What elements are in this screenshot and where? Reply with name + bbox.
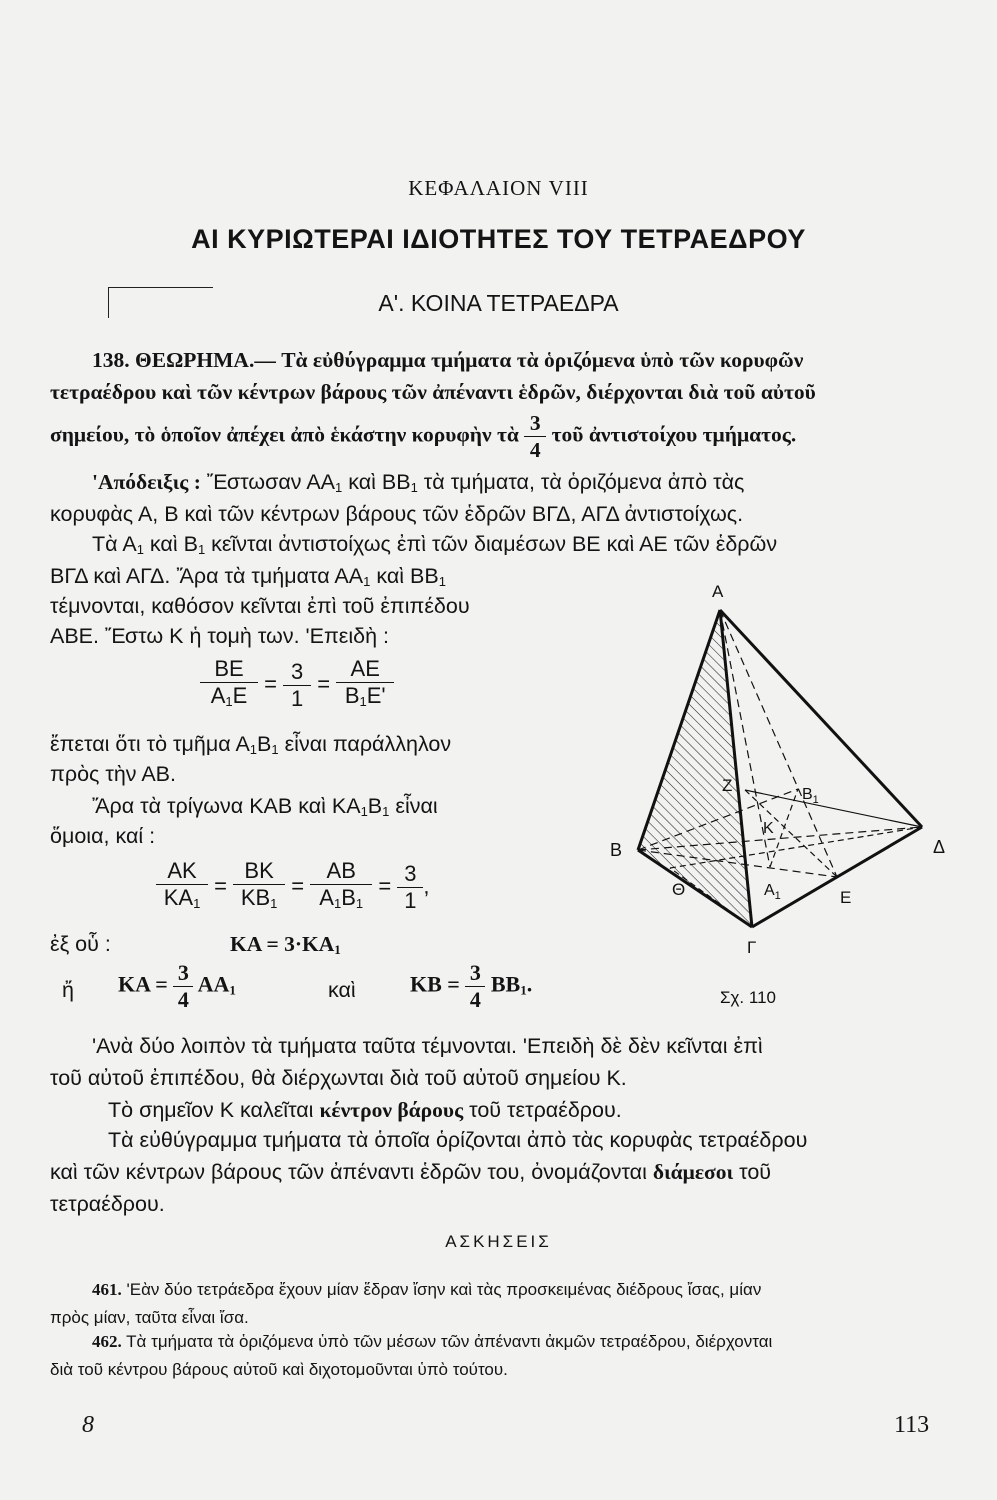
subscript: 1: [355, 896, 364, 911]
or-label: ἤ: [62, 978, 74, 1002]
fraction-numerator: ΒΚ: [244, 858, 274, 883]
exercise-number: 461.: [92, 1280, 122, 1299]
fraction-numerator: 3: [529, 411, 541, 435]
subscript: 1: [193, 896, 201, 911]
fraction-denominator: 4: [465, 986, 485, 1013]
fraction-numerator: ΒΕ: [214, 656, 244, 681]
proof-text: ΒΓΔ καὶ ΑΓΔ. Ἄρα τὰ τμήματα ΑΑ: [50, 564, 364, 588]
fraction-denominator: [310, 884, 372, 917]
equation-text: ΚΒ =: [410, 971, 460, 997]
proof-para-7-line3: τετραέδρου.: [50, 1192, 165, 1216]
ka-three-quarters: [118, 960, 236, 1013]
proof-para-3-cont: πρὸς τὴν ΑΒ.: [50, 762, 176, 786]
den-text: ΚΒ: [240, 885, 271, 910]
segment-ZE: [745, 790, 837, 877]
proof-para-7-line2: [50, 1156, 940, 1189]
label-K: Κ: [763, 820, 774, 837]
term-medians: διάμεσοι: [652, 1160, 734, 1184]
period: .: [526, 971, 533, 997]
subscript: 1: [363, 574, 371, 589]
exercise-text: 'Εὰν δύο τετράεδρα ἔχουν μίαν ἕδραν ἴσην καὶ τὰς προσκειμένας διέδρους ἴσας, μίαν: [126, 1280, 762, 1299]
subscript: 1: [520, 982, 527, 998]
subscript: 1: [225, 694, 233, 709]
figure-caption: Σχ. 110: [720, 988, 776, 1007]
exercise-461-cont: πρὸς μίαν, ταῦτα εἶναι ἴσα.: [50, 1308, 249, 1327]
equals-sign: =: [214, 873, 227, 899]
equals-sign: =: [317, 671, 331, 697]
theorem-line-1: [92, 344, 932, 377]
signature-number: 8: [82, 1412, 94, 1438]
subscript: 1: [270, 896, 278, 911]
fraction-numerator: 3: [290, 659, 304, 684]
subscript: 1: [271, 742, 279, 757]
proof-text: τοῦ τετραέδρου.: [469, 1098, 622, 1122]
theorem-line-3: [50, 410, 940, 463]
den-text: Ε': [366, 683, 386, 708]
den-text: Β: [344, 683, 360, 708]
fraction-denominator: [233, 884, 285, 917]
label-TH: Θ: [672, 880, 686, 899]
proof-text: τοῦ: [739, 1160, 772, 1184]
proof-para-6: [108, 1094, 622, 1127]
label-E: Ε: [840, 888, 852, 907]
equation-similarity: [156, 858, 429, 917]
proof-text: καὶ ΒΒ: [376, 564, 439, 588]
edge-AD: [720, 610, 922, 827]
subscript: 1: [229, 982, 236, 998]
fraction-denominator: 1: [397, 887, 423, 914]
den-text: ΚΑ: [163, 885, 194, 910]
subscript: 1: [359, 694, 367, 709]
fraction-numerator: 3: [177, 960, 189, 985]
equals-sign: =: [264, 671, 277, 697]
proof-text: Β: [257, 732, 272, 756]
den-text: Ε: [232, 683, 248, 708]
theorem-line-2: τετραέδρου καὶ τῶν κέντρων βάρους τῶν ἀπέναντι ἑδρῶν, διέρχονται διὰ τοῦ αὐτοῦ: [50, 380, 816, 404]
fraction-3-1: [283, 659, 311, 712]
chapter-heading: ΚΕΦΑΛΑΙΟΝ VIII: [408, 176, 589, 200]
proof-para-4-cont: ὅμοια, καί :: [50, 824, 156, 848]
three-quarters-fraction: [524, 410, 546, 463]
subscript: 1: [197, 542, 206, 557]
proof-text: Ἔστωσαν ΑΑ: [206, 470, 335, 494]
subscript: 1: [774, 890, 781, 902]
kb-three-quarters: [410, 960, 532, 1013]
fraction-ae-b1e: [336, 656, 394, 715]
subscript: 1: [410, 480, 418, 495]
proof-text: Β: [367, 794, 383, 818]
fraction-denominator: 4: [524, 436, 546, 463]
equation-ratio-1: [200, 656, 394, 715]
proof-text: ἔπεται ὅτι τὸ τμῆμα Α: [50, 732, 250, 756]
proof-text: καὶ Β: [149, 532, 198, 556]
chapter-title: ΑΙ ΚΥΡΙΩΤΕΡΑΙ ΙΔΙΟΤΗΤΕΣ ΤΟΥ ΤΕΤΡΑΕΔΡΟΥ: [191, 224, 806, 254]
fraction-ab-a1b1: [310, 858, 372, 917]
page-number: 113: [894, 1412, 930, 1438]
subscript: 1: [136, 542, 144, 557]
label-G: Γ: [747, 938, 757, 957]
equation-text: ΒΒ: [490, 971, 521, 997]
fraction-ak-ka1: [156, 858, 208, 917]
comma: ,: [423, 873, 430, 899]
fraction-denominator: 4: [173, 986, 193, 1013]
proof-label: 'Απόδειξις :: [92, 470, 201, 494]
fraction-numerator: 3: [404, 861, 417, 886]
fraction-denominator: [156, 884, 208, 917]
subscript: 1: [335, 480, 343, 495]
fraction-numerator: 3: [469, 960, 481, 985]
subscript: 1: [438, 574, 446, 589]
equals-sign: =: [291, 873, 305, 899]
proof-text: κεῖνται ἀντιστοίχως ἐπὶ τῶν διαμέσων ΒΕ καὶ ΑΕ τῶν ἑδρῶν: [211, 532, 778, 556]
proof-para-2-line4: ΑΒΕ. Ἔστω Κ ἡ τομὴ των. 'Επειδὴ :: [50, 624, 390, 648]
term-centroid: κέντρον βάρους: [319, 1098, 464, 1122]
den-text: Α: [210, 683, 226, 708]
fraction-3-4: [465, 960, 485, 1013]
proof-para-5-cont: τοῦ αὐτοῦ ἐπιπέδου, θὰ διέρχωνται διὰ τοῦ αὐτοῦ σημείου Κ.: [50, 1066, 627, 1090]
proof-text: Τὸ σημεῖον Κ καλεῖται: [108, 1098, 314, 1122]
proof-para-5: 'Ανὰ δύο λοιπὸν τὰ τμήματα ταῦτα τέμνονται. 'Επειδὴ δὲ δὲν κεῖνται ἐπὶ: [92, 1034, 763, 1058]
fraction-numerator: ΑΚ: [167, 858, 197, 883]
fraction-3-4: [173, 960, 193, 1013]
proof-text: τὰ τμήματα, τὰ ὁριζόμενα ἀπὸ τὰς: [423, 470, 745, 494]
label-A1: [764, 882, 781, 902]
proof-text: καὶ τῶν κέντρων βάρους τῶν ἀπέναντι ἑδρῶν του, ὀνομάζονται: [50, 1160, 647, 1184]
proof-text: εἶναι: [395, 794, 438, 818]
equals-sign: =: [378, 873, 392, 899]
tetrahedron-figure: [600, 575, 960, 1015]
exercise-461: [92, 1276, 942, 1304]
fraction-be-a1e: [200, 656, 258, 715]
ka-equation: [230, 928, 341, 966]
fraction-numerator: ΑΒ: [326, 858, 356, 883]
theorem-line-3a: σημείου, τὸ ὁποῖον ἀπέχει ἀπὸ ἑκάστην κορυφὴν τὰ: [50, 422, 519, 447]
den-text: Β: [341, 885, 356, 910]
fraction-numerator: ΑΕ: [350, 656, 380, 681]
proof-text: εἶναι παράλληλον: [284, 732, 452, 756]
fraction-denominator: [336, 682, 394, 715]
proof-text: Τὰ Α: [92, 532, 137, 556]
equation-text: ΑΑ: [197, 971, 230, 997]
fraction-denominator: [200, 682, 258, 715]
exercise-number: 462.: [92, 1332, 122, 1351]
proof-text: καὶ ΒΒ: [348, 470, 411, 494]
label-text: Α: [764, 882, 775, 899]
label-D: Δ: [933, 837, 946, 857]
and-label: καὶ: [328, 978, 356, 1002]
label-Z: Ζ: [722, 776, 733, 795]
den-text: Α: [319, 885, 334, 910]
theorem-number: 138. ΘΕΩΡΗΜΑ.—: [92, 348, 276, 372]
exercise-462-cont: διὰ τοῦ κέντρου βάρους αὐτοῦ καὶ διχοτομοῦνται ὑπὸ τούτου.: [50, 1360, 508, 1379]
theorem-line-3b: τοῦ ἀντιστοίχου τμήματος.: [551, 422, 797, 447]
proof-para-1-cont: κορυφὰς Α, Β καὶ τῶν κέντρων βάρους τῶν ἑδρῶν ΒΓΔ, ΑΓΔ ἀντιστοίχως.: [50, 502, 744, 526]
equation-text: ΚΑ = 3·ΚΑ: [230, 932, 335, 956]
exercises-heading: ΑΣΚΗΣΕΙΣ: [445, 1232, 552, 1251]
proof-text: Ἄρα τὰ τρίγωνα ΚΑΒ καὶ ΚΑ: [92, 794, 361, 818]
subscript: 1: [382, 804, 390, 819]
theorem-text: Τὰ εὐθύγραμμα τμήματα τὰ ὁριζόμενα ὑπὸ τῶν κορυφῶν: [281, 348, 804, 372]
subscript: 1: [334, 942, 341, 957]
fraction-denominator: 1: [283, 685, 311, 712]
exercise-text: Τὰ τμήματα τὰ ὁριζόμενα ὑπὸ τῶν μέσων τῶν ἀπέναντι ἀκμῶν τετραέδρου, διέρχονται: [126, 1332, 773, 1351]
subscript: 1: [360, 804, 368, 819]
proof-para-7: Τὰ εὐθύγραμμα τμήματα τὰ ὁποῖα ὁρίζονται ἀπὸ τὰς κορυφὰς τετραέδρου: [108, 1128, 808, 1152]
proof-para-2-line3: τέμνονται, καθόσον κεῖνται ἐπὶ τοῦ ἐπιπέδου: [50, 594, 470, 618]
subscript: 1: [812, 794, 819, 806]
label-A: Α: [712, 582, 724, 601]
section-heading: Α'. ΚΟΙΝΑ ΤΕΤΡΑΕΔΡΑ: [378, 290, 619, 316]
label-B: Β: [610, 840, 623, 860]
subscript: 1: [333, 896, 342, 911]
fraction-3-1: [397, 861, 423, 914]
ex-label: ἐξ οὗ :: [50, 932, 111, 956]
fraction-bk-kb1: [233, 858, 285, 917]
subscript: 1: [249, 742, 258, 757]
equation-text: ΚΑ =: [118, 971, 168, 997]
label-text: Β: [802, 786, 813, 803]
exercise-462: [92, 1328, 942, 1356]
